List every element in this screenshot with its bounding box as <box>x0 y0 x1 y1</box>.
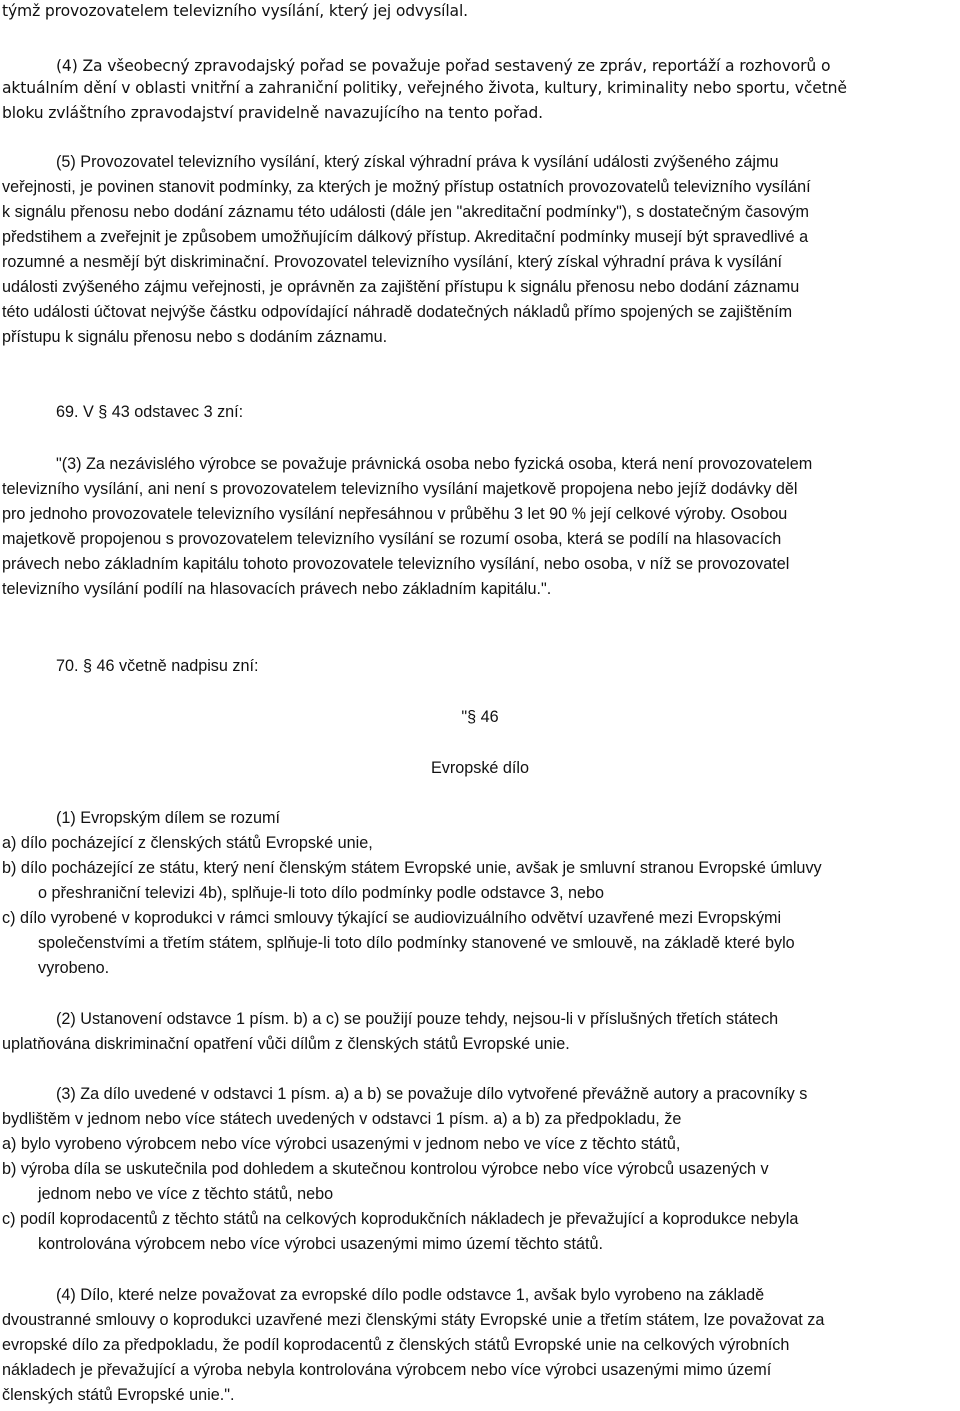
text-line: c) dílo vyrobené v koprodukci v rámci smlouvy týkající se audiovizuálního odvětví uzavřené mezi Evropskými <box>2 909 782 927</box>
text-line: veřejnosti, je povinen stanovit podmínky, za kterých je možný přístup ostatních provozovatelů televizního vysílání <box>2 178 811 196</box>
text-line: členských států Evropské unie.". <box>2 1386 235 1404</box>
text-line: jednom nebo ve více z těchto států, nebo <box>38 1185 334 1203</box>
text-line: dvoustranné smlouvy o koprodukci uzavřené mezi členskými státy Evropské unie a třetím státem, lze považovat za <box>2 1311 825 1329</box>
text-line: týmž provozovatelem televizního vysílání, který jej odvysílal. <box>2 2 468 20</box>
text-line: k signálu přenosu nebo dodání záznamu této události (dále jen "akreditační podmínky"), s dostatečným časovým <box>2 203 809 221</box>
text-line: nákladech je převažující a výroba nebyla kontrolována výrobcem nebo více výrobci usazenými mimo území <box>2 1361 772 1379</box>
text-line: c) podíl koprodacentů z těchto států na celkových koprodukčních nákladech je převažující a koprodukce nebyla <box>2 1210 799 1228</box>
text-line: evropské dílo za předpokladu, že podíl koprodacentů z členských států Evropské unie na celkových výrobních <box>2 1336 790 1354</box>
text-line: a) bylo vyrobeno výrobcem nebo více výrobci usazenými v jednom nebo ve více z těchto států, <box>2 1135 681 1153</box>
text-line: majetkově propojenou s provozovatelem televizního vysílání se rozumí osoba, která se podílí na hlasovacích <box>2 530 782 548</box>
text-line: rozumné a nesmějí být diskriminační. Provozovatel televizního vysílání, který získal výhradní práva k vysílání <box>2 253 783 271</box>
text-line: pro jednoho provozovatele televizního vysílání nepřesáhnou v průběhu 3 let 90 % její celkové výroby. Osobou <box>2 505 788 523</box>
text-line: "(3) Za nezávislého výrobce se považuje právnická osoba nebo fyzická osoba, která není provozovatelem <box>56 455 813 473</box>
text-line: události zvýšeného zájmu veřejnosti, je oprávněn za zajištění přístupu k signálu přenosu nebo dodání záznamu <box>2 278 800 296</box>
text-line: o přeshraniční televizi 4b), splňuje-li toto dílo podmínky podle odstavce 3, nebo <box>38 884 604 902</box>
text-line: vyrobeno. <box>38 959 110 977</box>
text-line: aktuálním dění v oblasti vnitřní a zahraniční politiky, veřejného života, kultury, kriminality nebo sportu, včetně <box>2 79 847 97</box>
text-line: Evropské dílo <box>430 759 530 777</box>
text-line: televizního vysílání podílí na hlasovacích právech nebo základním kapitálu.". <box>2 580 552 598</box>
text-line: 70. § 46 včetně nadpisu zní: <box>56 657 259 675</box>
text-line: (4) Za všeobecný zpravodajský pořad se považuje pořad sestavený ze zpráv, reportáží a rozhovorů o <box>56 57 831 75</box>
text-line: společenstvími a třetím státem, splňuje-li toto dílo podmínky stanovené ve smlouvě, na základě které bylo <box>38 934 795 952</box>
text-line: (1) Evropským dílem se rozumí <box>56 809 280 827</box>
text-line: uplatňována diskriminační opatření vůči dílům z členských států Evropské unie. <box>2 1035 570 1053</box>
text-line: "§ 46 <box>461 708 499 726</box>
text-line: a) dílo pocházející z členských států Evropské unie, <box>2 834 373 852</box>
text-line: (2) Ustanovení odstavce 1 písm. b) a c) se použijí pouze tehdy, nejsou-li v příslušných třetích státech <box>56 1010 779 1028</box>
text-line: přístupu k signálu přenosu nebo s dodáním záznamu. <box>2 328 388 346</box>
text-line: bloku zvláštního zpravodajství pravidelně navazujícího na tento pořad. <box>2 104 543 122</box>
text-line: (5) Provozovatel televizního vysílání, který získal výhradní práva k vysílání události zvýšeného zájmu <box>56 153 779 171</box>
text-line: bydlištěm v jednom nebo více státech uvedených v odstavci 1 písm. a) a b) za předpokladu, že <box>2 1110 682 1128</box>
text-line: b) dílo pocházející ze státu, který není členským státem Evropské unie, avšak je smluvní stranou Evropské úmluvy <box>2 859 822 877</box>
text-line: právech nebo základním kapitálu tohoto provozovatele televizního vysílání, nebo osoba, v níž se provozovatel <box>2 555 790 573</box>
text-line: kontrolována výrobcem nebo více výrobci usazenými mimo území těchto států. <box>38 1235 604 1253</box>
text-line: (3) Za dílo uvedené v odstavci 1 písm. a) a b) se považuje dílo vytvořené převážně autory a pracovníky s <box>56 1085 808 1103</box>
text-line: (4) Dílo, které nelze považovat za evropské dílo podle odstavce 1, avšak bylo vyrobeno na základě <box>56 1286 765 1304</box>
text-line: televizního vysílání, ani není s provozovatelem televizního vysílání majetkově propojena nebo jejíž dodávky děl <box>2 480 798 498</box>
text-line: předstihem a zveřejnit je způsobem umožňujícím dálkový přístup. Akreditační podmínky musejí být spravedlivé a <box>2 228 809 246</box>
text-line: b) výroba díla se uskutečnila pod dohledem a skutečnou kontrolou výrobce nebo více výrobců usazených v <box>2 1160 769 1178</box>
text-line: této události účtovat nejvýše částku odpovídající náhradě dodatečných nákladů přímo spojených se zajištěním <box>2 303 793 321</box>
text-line: 69. V § 43 odstavec 3 zní: <box>56 403 244 421</box>
